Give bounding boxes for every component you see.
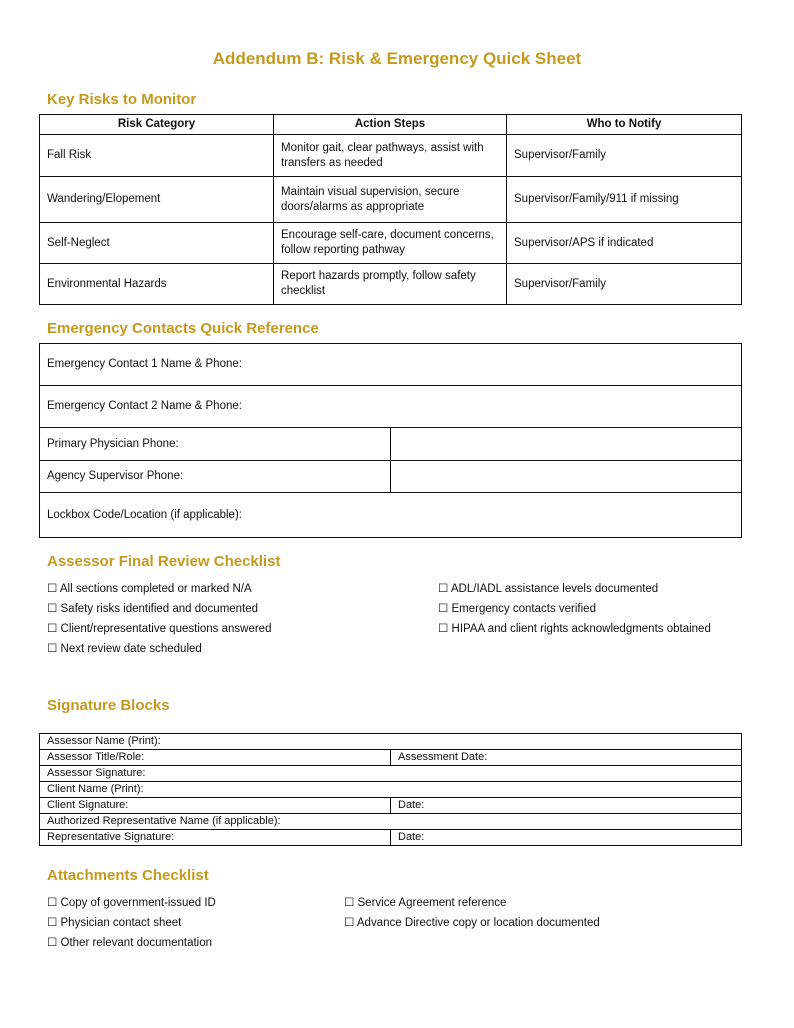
emergency-contact-1-field[interactable]: Emergency Contact 1 Name & Phone: bbox=[40, 344, 742, 386]
checklist-item[interactable] bbox=[47, 893, 216, 913]
checkbox-icon[interactable]: ☐ bbox=[344, 917, 355, 929]
checklist-label: Safety risks identified and documented bbox=[60, 603, 259, 615]
page-title: Addendum B: Risk & Emergency Quick Sheet bbox=[212, 49, 582, 68]
checklist-item[interactable] bbox=[47, 619, 271, 639]
checkbox-icon[interactable]: ☐ bbox=[47, 917, 58, 929]
assessor-name-field[interactable]: Assessor Name (Print): bbox=[40, 734, 742, 750]
assessment-date-field[interactable]: Assessment Date: bbox=[391, 750, 742, 766]
risk-category: Self-Neglect bbox=[40, 223, 274, 264]
action-steps: Report hazards promptly, follow safety checklist bbox=[274, 264, 507, 305]
checklist-item[interactable] bbox=[47, 639, 271, 659]
checklist-label: Other relevant documentation bbox=[60, 937, 213, 949]
checklist-label: HIPAA and client rights acknowledgments obtained bbox=[451, 623, 711, 635]
checkbox-icon[interactable]: ☐ bbox=[47, 603, 58, 615]
checkbox-icon[interactable]: ☐ bbox=[438, 583, 449, 595]
review-checklist-right bbox=[438, 579, 711, 639]
review-checklist-left bbox=[47, 579, 271, 659]
key-risks-table bbox=[39, 114, 742, 305]
table-row bbox=[40, 264, 742, 305]
signature-blocks-heading: Signature Blocks bbox=[47, 697, 170, 714]
attachments-left bbox=[47, 893, 216, 953]
who-to-notify: Supervisor/Family bbox=[507, 135, 742, 177]
representative-signature-field[interactable]: Representative Signature: bbox=[40, 830, 391, 846]
emergency-contact-2-field[interactable]: Emergency Contact 2 Name & Phone: bbox=[40, 386, 742, 428]
review-checklist-heading: Assessor Final Review Checklist bbox=[47, 553, 281, 570]
checkbox-icon[interactable]: ☐ bbox=[47, 623, 58, 635]
who-to-notify: Supervisor/Family bbox=[507, 264, 742, 305]
client-date-field[interactable]: Date: bbox=[391, 798, 742, 814]
checklist-item[interactable] bbox=[344, 893, 600, 913]
signature-table bbox=[39, 733, 742, 846]
checklist-label: Service Agreement reference bbox=[357, 897, 507, 909]
checklist-label: ADL/IADL assistance levels documented bbox=[450, 583, 659, 595]
checklist-label: Client/representative questions answered bbox=[60, 623, 272, 635]
checklist-item[interactable] bbox=[438, 579, 711, 599]
checkbox-icon[interactable]: ☐ bbox=[47, 643, 58, 655]
checklist-item[interactable] bbox=[47, 579, 271, 599]
checkbox-icon[interactable]: ☐ bbox=[47, 937, 58, 949]
checkbox-icon[interactable]: ☐ bbox=[47, 897, 58, 909]
column-header: Risk Category bbox=[40, 115, 274, 135]
checklist-item[interactable] bbox=[47, 933, 216, 953]
table-row bbox=[40, 177, 742, 223]
representative-date-field[interactable]: Date: bbox=[391, 830, 742, 846]
checklist-label: Advance Directive copy or location documented bbox=[356, 917, 600, 929]
attachments-heading: Attachments Checklist bbox=[47, 867, 209, 884]
table-row bbox=[40, 135, 742, 177]
emergency-contacts-heading: Emergency Contacts Quick Reference bbox=[47, 320, 319, 337]
checklist-label: Emergency contacts verified bbox=[451, 603, 596, 615]
checklist-label: Next review date scheduled bbox=[60, 643, 202, 655]
column-header: Who to Notify bbox=[507, 115, 742, 135]
column-header: Action Steps bbox=[274, 115, 507, 135]
checklist-item[interactable] bbox=[438, 599, 711, 619]
action-steps: Maintain visual supervision, secure doors/alarms as appropriate bbox=[274, 177, 507, 223]
risk-category: Fall Risk bbox=[40, 135, 274, 177]
checkbox-icon[interactable]: ☐ bbox=[438, 623, 449, 635]
risk-category: Environmental Hazards bbox=[40, 264, 274, 305]
checklist-item[interactable] bbox=[438, 619, 711, 639]
who-to-notify: Supervisor/Family/911 if missing bbox=[507, 177, 742, 223]
checkbox-icon[interactable]: ☐ bbox=[47, 583, 58, 595]
checkbox-icon[interactable]: ☐ bbox=[344, 897, 355, 909]
client-name-field[interactable]: Client Name (Print): bbox=[40, 782, 742, 798]
supervisor-phone-label: Agency Supervisor Phone: bbox=[40, 461, 391, 493]
assessor-signature-field[interactable]: Assessor Signature: bbox=[40, 766, 742, 782]
supervisor-phone-field[interactable] bbox=[391, 461, 742, 493]
action-steps: Monitor gait, clear pathways, assist with transfers as needed bbox=[274, 135, 507, 177]
checklist-label: Copy of government-issued ID bbox=[60, 897, 216, 909]
client-signature-field[interactable]: Client Signature: bbox=[40, 798, 391, 814]
checklist-item[interactable] bbox=[47, 913, 216, 933]
risk-category: Wandering/Elopement bbox=[40, 177, 274, 223]
emergency-contacts-table bbox=[39, 343, 742, 538]
attachments-right bbox=[344, 893, 600, 933]
lockbox-field[interactable]: Lockbox Code/Location (if applicable): bbox=[40, 493, 742, 538]
checklist-item[interactable] bbox=[47, 599, 271, 619]
checklist-label: Physician contact sheet bbox=[60, 917, 182, 929]
table-row bbox=[40, 223, 742, 264]
checklist-label: All sections completed or marked N/A bbox=[59, 583, 252, 595]
physician-phone-label: Primary Physician Phone: bbox=[40, 428, 391, 461]
key-risks-heading: Key Risks to Monitor bbox=[47, 91, 197, 108]
physician-phone-field[interactable] bbox=[391, 428, 742, 461]
checkbox-icon[interactable]: ☐ bbox=[438, 603, 449, 615]
who-to-notify: Supervisor/APS if indicated bbox=[507, 223, 742, 264]
action-steps: Encourage self-care, document concerns, follow reporting pathway bbox=[274, 223, 507, 264]
representative-name-field[interactable]: Authorized Representative Name (if applicable): bbox=[40, 814, 742, 830]
checklist-item[interactable] bbox=[344, 913, 600, 933]
assessor-title-field[interactable]: Assessor Title/Role: bbox=[40, 750, 391, 766]
